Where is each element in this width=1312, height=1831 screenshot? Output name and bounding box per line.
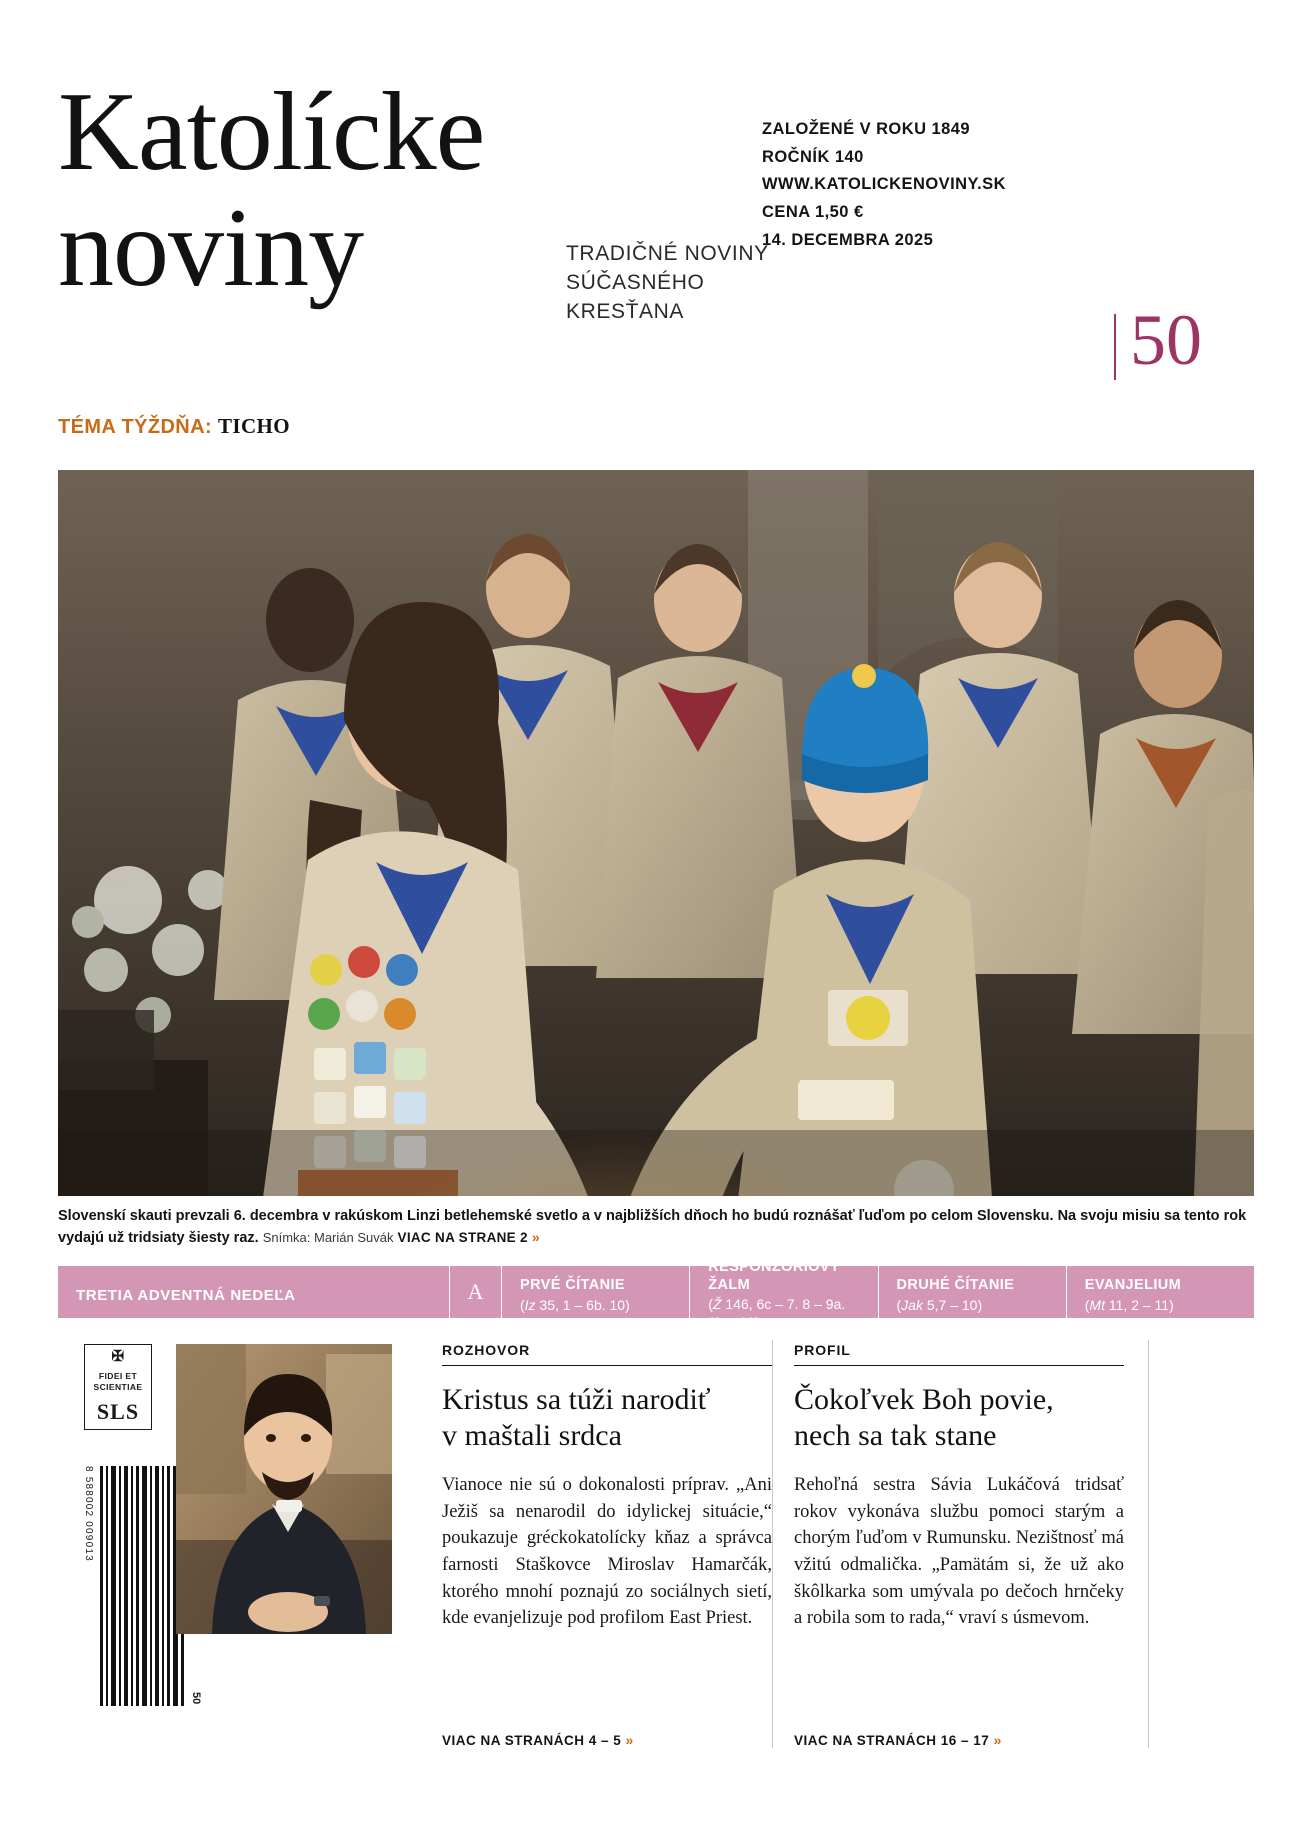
teaser-interview-headline bbox=[442, 1382, 772, 1454]
portrait-illustration bbox=[176, 1344, 392, 1634]
emblem-seal bbox=[84, 1344, 152, 1430]
photo-credit: Snímka: Marián Suvák bbox=[262, 1230, 394, 1246]
reading-first-book: Iz bbox=[524, 1296, 536, 1313]
issue-divider bbox=[1114, 314, 1116, 380]
reading-second-title: DRUHÉ ČÍTANIE bbox=[896, 1277, 1015, 1294]
topic-label: TÉMA TÝŽDŇA: bbox=[58, 416, 213, 438]
logo-line-2: noviny bbox=[58, 185, 364, 310]
sunday-name: TRETIA ADVENTNÁ NEDEĽA bbox=[58, 1266, 450, 1318]
reading-second-ref: (Jak 5,7 – 10) bbox=[896, 1296, 983, 1313]
emblem-motto-2: SCIENTIAE bbox=[93, 1381, 143, 1392]
hero-illustration bbox=[58, 470, 1254, 1196]
teaser-interview-headline-line-1: Kristus sa túži narodiť bbox=[442, 1383, 711, 1416]
interview-portrait bbox=[176, 1344, 392, 1634]
emblem-motto-1: FIDEI ET bbox=[98, 1371, 138, 1381]
reading-second bbox=[879, 1266, 1067, 1318]
hero-caption bbox=[58, 1206, 1254, 1250]
teaser-interview-more-label: VIAC NA STRANÁCH 4 – 5 bbox=[442, 1732, 622, 1748]
website-url[interactable]: WWW.KATOLICKENOVINY.SK bbox=[762, 175, 1006, 194]
teaser-interview-more-link[interactable] bbox=[442, 1732, 631, 1748]
liturgical-cycle: A bbox=[450, 1266, 502, 1318]
issue-number-block bbox=[1114, 300, 1202, 380]
reading-first-ref: (Iz 35, 1 – 6b. 10) bbox=[520, 1296, 630, 1313]
publisher-emblem bbox=[80, 1344, 156, 1430]
reading-gospel-verses: 11, 2 – 11 bbox=[1108, 1296, 1170, 1313]
teaser-profile-headline bbox=[794, 1382, 1124, 1454]
masthead bbox=[58, 70, 1254, 380]
barcode-issue-suffix: 50 bbox=[190, 1691, 202, 1704]
teaser-interview[interactable] bbox=[442, 1342, 772, 1748]
reading-gospel bbox=[1067, 1266, 1254, 1318]
teaser-profile-more-label: VIAC NA STRANÁCH 16 – 17 bbox=[794, 1732, 990, 1748]
column-divider-2 bbox=[1148, 1340, 1149, 1748]
reading-gospel-ref: (Mt 11, 2 – 11) bbox=[1084, 1296, 1174, 1313]
topic-value: TICHO bbox=[218, 414, 291, 438]
reading-psalm-title: RESPONZÓRIOVÝ ŽALM bbox=[708, 1259, 840, 1293]
reading-gospel-title: EVANJELIUM bbox=[1084, 1277, 1182, 1294]
reading-psalm-verses: 146, 6c – 7. 8 – 9a. 9b – 10 bbox=[708, 1296, 846, 1331]
reading-psalm bbox=[690, 1259, 878, 1331]
reading-gospel-book: Mt bbox=[1089, 1296, 1105, 1313]
volume: ROČNÍK 140 bbox=[762, 147, 864, 166]
chevron-right-icon: » bbox=[993, 1731, 1000, 1748]
teaser-interview-rubric: ROZHOVOR bbox=[442, 1342, 772, 1366]
teaser-interview-standfirst: Vianoce nie sú o dokonalosti príprav. „Ani Ježiš sa nenarodil do idylickej situácie,“ poukazuje gréckokatolícky kňaz a správca farnosti Staškovce Miroslav Hamarčák, ktorého mnohí poznajú zo sociálnych sietí, kde evanjelizuje pod profilom East Priest. bbox=[442, 1475, 772, 1629]
logo-line-1: Katolícke bbox=[58, 70, 485, 194]
emblem-publisher: SLS bbox=[96, 1399, 140, 1425]
teaser-profile-headline-line-2: nech sa tak stane bbox=[794, 1419, 997, 1452]
reading-first bbox=[502, 1266, 690, 1318]
barcode-bars bbox=[98, 1466, 186, 1706]
tagline-line-1: TRADIČNÉ NOVINY bbox=[566, 242, 769, 265]
caption-more-link[interactable]: VIAC NA STRANE 2 bbox=[397, 1230, 528, 1246]
teaser-profile[interactable] bbox=[794, 1342, 1124, 1748]
issue-number: 50 bbox=[1130, 300, 1202, 380]
barcode-number: 8 588002 009013 bbox=[83, 1466, 94, 1562]
topic-of-the-week bbox=[58, 414, 290, 439]
barcode bbox=[76, 1466, 202, 1706]
teaser-interview-headline-line-2: v maštali srdca bbox=[442, 1419, 622, 1452]
hero-photo bbox=[58, 470, 1254, 1196]
bottom-teasers bbox=[58, 1336, 1254, 1776]
issue-date: 14. DECEMBRA 2025 bbox=[762, 230, 934, 249]
tagline bbox=[566, 240, 769, 327]
teaser-profile-standfirst: Rehoľná sestra Sávia Lukáčová tridsať rokov vykonáva službu pomoci starým a chorým ľuďom v Rumunsku. Nezištnosť má vžitú odmalička. „Pamätám si, že už ako škôlkarka som umývala po dečoch hrnčeky a robila som to rada,“ vraví s úsmevom. bbox=[794, 1475, 1124, 1629]
teaser-profile-headline-line-1: Čokoľvek Boh povie, bbox=[794, 1383, 1054, 1416]
newspaper-logo bbox=[58, 70, 485, 310]
price: CENA 1,50 € bbox=[762, 203, 864, 222]
column-divider-1 bbox=[772, 1340, 773, 1748]
reading-psalm-book: Ž bbox=[712, 1296, 722, 1313]
reading-first-title: PRVÉ ČÍTANIE bbox=[520, 1277, 625, 1294]
chevron-right-icon: » bbox=[531, 1229, 538, 1246]
reading-first-verses: 35, 1 – 6b. 10 bbox=[539, 1296, 626, 1313]
reading-psalm-ref: (Ž 146, 6c – 7. 8 – 9a. 9b – 10) bbox=[708, 1296, 846, 1331]
chevron-right-icon: » bbox=[625, 1731, 632, 1748]
tagline-line-3: KRESŤANA bbox=[566, 299, 684, 323]
reading-second-book: Jak bbox=[901, 1296, 923, 1313]
teaser-profile-rubric: PROFIL bbox=[794, 1342, 1124, 1366]
reading-second-verses: 5,7 – 10 bbox=[926, 1296, 978, 1313]
teaser-profile-more-link[interactable] bbox=[794, 1732, 999, 1748]
cross-icon: ✠ bbox=[111, 1348, 125, 1365]
tagline-line-2: SÚČASNÉHO bbox=[566, 270, 705, 294]
caption-text: Slovenskí skauti prevzali 6. decembra v rakúskom Linzi betlehemské svetlo a v najbližších dňoch ho budú roznášať ľuďom po celom Slovensku. Na svoju misiu sa tento rok vydajú už tridsiaty šiesty raz. bbox=[58, 1208, 1247, 1247]
founded-year: ZALOŽENÉ V ROKU 1849 bbox=[762, 120, 970, 138]
masthead-meta bbox=[762, 116, 1006, 255]
liturgical-readings-bar bbox=[58, 1259, 1254, 1331]
